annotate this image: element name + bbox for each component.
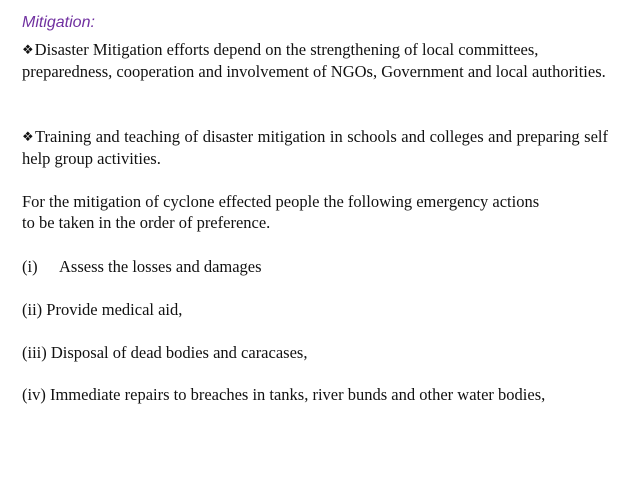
slide-heading: Mitigation:: [22, 14, 95, 31]
action-number: (iii): [22, 343, 47, 362]
action-number: (ii): [22, 300, 43, 319]
action-text: Assess the losses and damages: [59, 257, 262, 276]
bullet-item-2: [22, 126, 608, 169]
action-item-2: [22, 299, 608, 320]
intro-line: For the mitigation of cyclone effected people the following emergency actions: [22, 192, 540, 211]
action-item-3: [22, 342, 608, 363]
diamond-bullet-icon: ❖: [22, 129, 35, 144]
action-text: Immediate repairs to breaches in tanks, river bunds and other water bodies,: [49, 385, 546, 404]
action-number: (iv): [22, 385, 46, 404]
action-number: (i): [22, 257, 38, 276]
action-item-1: [22, 256, 608, 277]
bullet-item-1: [22, 39, 608, 82]
bullet-text: Training and teaching of disaster mitigation in schools and colleges and preparing self help group activities.: [22, 127, 608, 168]
intro-line: to be taken in the order of preference.: [22, 213, 271, 232]
action-text: Provide medical aid,: [46, 300, 183, 319]
action-text: Disposal of dead bodies and caracases,: [50, 343, 308, 362]
action-item-4: [22, 384, 552, 405]
intro-paragraph: [22, 191, 592, 233]
bullet-text: Disaster Mitigation efforts depend on the strengthening of local committees, preparedness, cooperation and involvement of NGOs, Government and local authorities.: [22, 40, 606, 81]
diamond-bullet-icon: ❖: [22, 42, 34, 57]
